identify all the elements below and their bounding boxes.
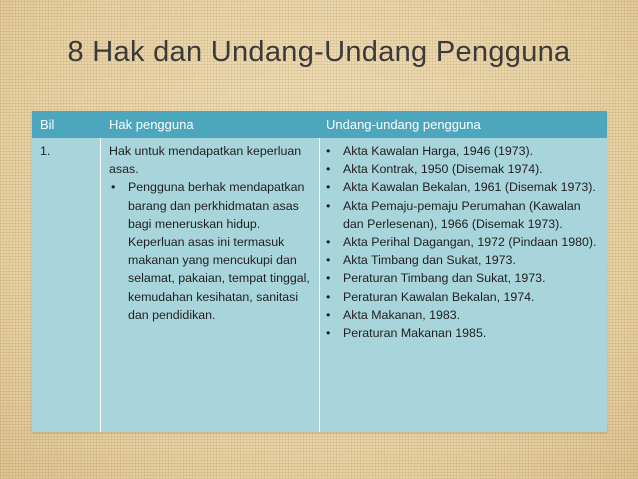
header-bil: Bil xyxy=(40,117,55,132)
law-item-text: Akta Kawalan Harga, 1946 (1973). xyxy=(343,144,534,158)
law-item-text: Akta Pemaju-pemaju Perumahan (Kawalan dan Perlesenan), 1966 (Disemak 1973). xyxy=(343,198,581,231)
list-item xyxy=(324,269,604,287)
list-item xyxy=(324,288,604,306)
law-item-text: Akta Timbang dan Sukat, 1973. xyxy=(343,253,516,268)
table-header-row xyxy=(32,111,607,138)
rights-laws-table xyxy=(32,111,607,432)
column-divider xyxy=(319,138,320,432)
bullet-icon: • xyxy=(326,307,331,322)
header-undang-undang: Undang-undang pengguna xyxy=(326,117,481,132)
list-item xyxy=(324,178,604,196)
law-item-text: Akta Makanan, 1983. xyxy=(343,307,461,322)
bullet-icon: • xyxy=(326,253,331,268)
list-item xyxy=(324,142,604,160)
list-item xyxy=(324,306,604,324)
law-item-text: Peraturan Makanan 1985. xyxy=(343,326,487,341)
cell-bil: 1. xyxy=(40,144,51,158)
hak-intro: Hak untuk mendapatkan keperluan asas. xyxy=(109,144,302,177)
slide-title: 8 Hak dan Undang-Undang Pengguna xyxy=(67,36,571,68)
bullet-icon: • xyxy=(326,180,331,195)
list-item xyxy=(324,324,604,342)
bullet-icon: • xyxy=(326,144,331,158)
bullet-icon: • xyxy=(326,162,331,177)
law-item-text: Akta Perihal Dagangan, 1972 (Pindaan 1980). xyxy=(343,235,597,250)
list-item xyxy=(324,251,604,269)
bullet-icon: • xyxy=(111,180,116,195)
bullet-icon: • xyxy=(326,235,331,250)
bullet-icon: • xyxy=(326,289,331,304)
list-item xyxy=(324,197,604,233)
list-item xyxy=(109,178,315,324)
laws-bullet-list xyxy=(324,142,604,342)
cell-undang-undang xyxy=(324,142,604,342)
list-item xyxy=(324,233,604,251)
column-divider xyxy=(100,138,101,432)
header-hak-pengguna: Hak pengguna xyxy=(109,117,194,132)
hak-bullet-list xyxy=(109,178,315,324)
bullet-icon: • xyxy=(326,198,331,213)
hak-bullet-text: Pengguna berhak mendapatkan barang dan perkhidmatan asas bagi meneruskan hidup. Keperluan asas ini termasuk makanan yang mencukupi dan selamat, pakaian, tempat tinggal, kemudahan kesihatan, sanitasi dan pendidikan. xyxy=(128,180,310,322)
bullet-icon: • xyxy=(326,271,331,286)
law-item-text: Akta Kawalan Bekalan, 1961 (Disemak 1973). xyxy=(343,180,596,195)
law-item-text: Peraturan Kawalan Bekalan, 1974. xyxy=(343,289,535,304)
law-item-text: Akta Kontrak, 1950 (Disemak 1974). xyxy=(343,162,543,177)
list-item xyxy=(324,160,604,178)
cell-hak-pengguna xyxy=(109,142,315,324)
bullet-icon: • xyxy=(326,326,331,341)
law-item-text: Peraturan Timbang dan Sukat, 1973. xyxy=(343,271,546,286)
